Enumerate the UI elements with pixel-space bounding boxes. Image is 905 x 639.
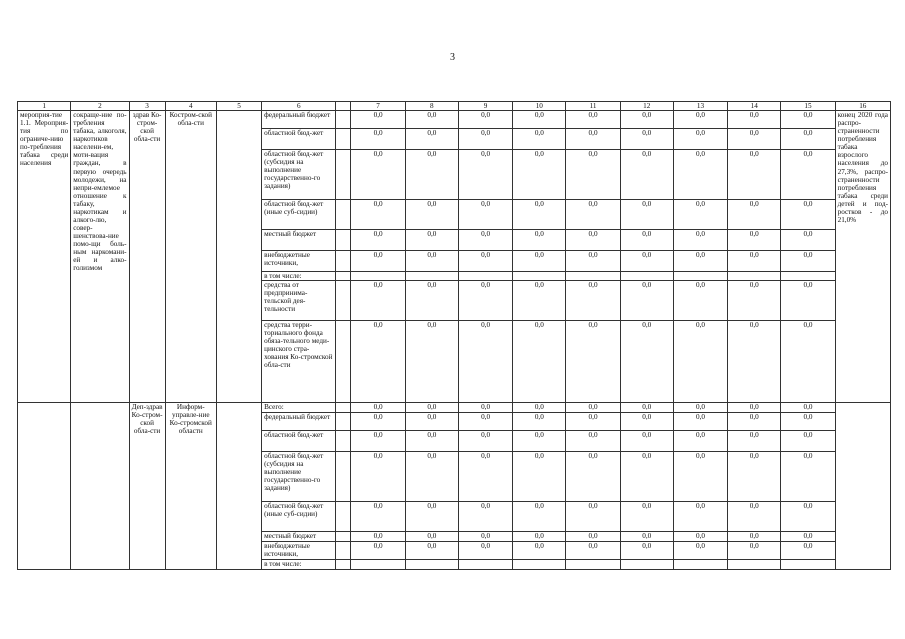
executor-cell: Деп-здрав Ко-стром-ской обла-сти [129,403,165,570]
value-cell: 0,0 [728,150,781,200]
header-cell: 10 [513,102,566,111]
funding-source-label: федеральный бюджет [262,111,336,129]
value-cell [458,560,512,570]
value-cell [620,560,673,570]
value-cell [458,272,512,281]
value-cell [566,560,620,570]
header-cell: 14 [728,102,781,111]
value-cell: 0,0 [728,431,781,452]
value-cell: 0,0 [513,542,566,560]
value-cell: 0,0 [728,413,781,431]
value-cell: 0,0 [566,321,620,403]
value-cell: 0,0 [728,281,781,321]
value-cell: 0,0 [513,281,566,321]
value-cell: 0,0 [728,200,781,230]
spacer-cell [336,321,351,403]
header-cell: 6 [262,102,336,111]
value-cell: 0,0 [781,111,835,129]
value-cell: 0,0 [566,413,620,431]
result-cell-empty [835,403,890,570]
value-cell: 0,0 [458,200,512,230]
value-cell: 0,0 [566,542,620,560]
value-cell: 0,0 [673,413,727,431]
value-cell: 0,0 [728,230,781,251]
funding-source-label: областной бюд-жет (иные суб-сидии) [262,200,336,230]
value-cell: 0,0 [620,413,673,431]
value-cell: 0,0 [781,129,835,150]
header-cell: 15 [781,102,835,111]
value-cell: 0,0 [673,542,727,560]
value-cell: 0,0 [458,150,512,200]
value-cell: 0,0 [673,129,727,150]
value-cell: 0,0 [458,532,512,542]
spacer-cell [336,129,351,150]
value-cell: 0,0 [566,452,620,502]
table-row [18,403,891,413]
value-cell: 0,0 [458,111,512,129]
header-cell: 13 [673,102,727,111]
value-cell: 0,0 [728,321,781,403]
value-cell: 0,0 [351,431,405,452]
value-cell: 0,0 [351,150,405,200]
value-cell: 0,0 [405,150,458,200]
funding-source-label: в том числе: [262,560,336,570]
value-cell: 0,0 [513,502,566,532]
value-cell: 0,0 [566,111,620,129]
value-cell: 0,0 [728,542,781,560]
spacer-cell [336,200,351,230]
spacer-cell [336,111,351,129]
funding-source-label: внебюджетные источники, [262,542,336,560]
value-cell [405,560,458,570]
value-cell: 0,0 [673,200,727,230]
value-cell: 0,0 [458,281,512,321]
value-cell: 0,0 [728,111,781,129]
spacer-cell [336,150,351,200]
value-cell: 0,0 [458,321,512,403]
measure-name-cell: мероприя-тие 1.1. Мероприя-тия по ограниче-нию по-требления табака среди населения [18,111,71,403]
co-executor-cell: Информ-управле-ние Ко-стромской областн [165,403,216,570]
value-cell: 0,0 [513,321,566,403]
value-cell: 0,0 [351,230,405,251]
funding-source-label: областной бюд-жет [262,431,336,452]
value-cell: 0,0 [620,129,673,150]
value-cell: 0,0 [405,532,458,542]
funding-source-label: федеральный бюджет [262,413,336,431]
spacer-cell [336,413,351,431]
value-cell [405,272,458,281]
measure-goal-cell: сокраще-ние по-требления табака, алкоголя, наркотиков населени-ем, моти-вация граждан, в первую очередь молодежи, на непри-емлемое отношение к табаку, наркотикам и алкого-лю, совер-шенствова-ние помо-щи боль-ным наркомани-ей и алко-голизмом [71,111,129,403]
value-cell: 0,0 [673,452,727,502]
value-cell: 0,0 [728,502,781,532]
value-cell: 0,0 [566,281,620,321]
value-cell: 0,0 [513,251,566,272]
value-cell: 0,0 [781,200,835,230]
value-cell: 0,0 [673,150,727,200]
value-cell: 0,0 [351,502,405,532]
spacer-cell [336,452,351,502]
value-cell: 0,0 [781,321,835,403]
value-cell: 0,0 [458,251,512,272]
funding-source-label: средства от предпринима-тельской дея-тельности [262,281,336,321]
value-cell: 0,0 [673,251,727,272]
value-cell: 0,0 [781,532,835,542]
value-cell: 0,0 [728,532,781,542]
header-cell: 1 [18,102,71,111]
spacer-cell [336,403,351,413]
spacer-cell [336,502,351,532]
spacer-cell [336,532,351,542]
col5-cell [216,111,261,403]
value-cell [728,560,781,570]
value-cell: 0,0 [673,532,727,542]
value-cell: 0,0 [513,200,566,230]
value-cell: 0,0 [728,129,781,150]
funding-source-label: местный бюджет [262,230,336,251]
value-cell: 0,0 [620,542,673,560]
value-cell: 0,0 [458,129,512,150]
value-cell: 0,0 [458,230,512,251]
header-cell: 5 [216,102,261,111]
value-cell: 0,0 [781,431,835,452]
value-cell [566,272,620,281]
value-cell: 0,0 [781,251,835,272]
value-cell: 0,0 [405,413,458,431]
result-cell: конец 2020 года распро-страненности потребления табака взрослого населения до 27,3%, распро-страненности потребления табака среди детей и под-ростков - до 21,0% [835,111,890,403]
value-cell: 0,0 [405,251,458,272]
value-cell: 0,0 [351,452,405,502]
value-cell: 0,0 [458,413,512,431]
value-cell: 0,0 [566,129,620,150]
value-cell [781,272,835,281]
header-cell: 11 [566,102,620,111]
value-cell: 0,0 [620,431,673,452]
value-cell: 0,0 [728,403,781,413]
value-cell: 0,0 [405,321,458,403]
value-cell: 0,0 [405,111,458,129]
spacer-cell [336,542,351,560]
value-cell [351,560,405,570]
value-cell [351,272,405,281]
value-cell: 0,0 [781,502,835,532]
value-cell: 0,0 [620,150,673,200]
value-cell: 0,0 [673,281,727,321]
value-cell: 0,0 [351,403,405,413]
value-cell: 0,0 [673,431,727,452]
value-cell [513,560,566,570]
value-cell: 0,0 [513,230,566,251]
col5-cell [216,403,261,570]
value-cell: 0,0 [405,200,458,230]
funding-source-label: Всего: [262,403,336,413]
value-cell: 0,0 [513,532,566,542]
value-cell: 0,0 [673,230,727,251]
value-cell: 0,0 [351,251,405,272]
value-cell: 0,0 [620,532,673,542]
value-cell [673,560,727,570]
value-cell: 0,0 [566,251,620,272]
value-cell: 0,0 [513,413,566,431]
header-cell: 8 [405,102,458,111]
value-cell: 0,0 [566,431,620,452]
value-cell: 0,0 [566,150,620,200]
value-cell: 0,0 [781,413,835,431]
value-cell: 0,0 [620,403,673,413]
value-cell: 0,0 [513,403,566,413]
value-cell: 0,0 [513,452,566,502]
value-cell: 0,0 [405,542,458,560]
value-cell: 0,0 [781,403,835,413]
value-cell: 0,0 [351,532,405,542]
header-cell: 3 [129,102,165,111]
header-cell [336,102,351,111]
spacer-cell [336,230,351,251]
header-cell: 12 [620,102,673,111]
value-cell: 0,0 [620,321,673,403]
value-cell: 0,0 [458,542,512,560]
value-cell: 0,0 [620,452,673,502]
value-cell: 0,0 [781,542,835,560]
value-cell: 0,0 [620,281,673,321]
value-cell [620,272,673,281]
value-cell: 0,0 [351,413,405,431]
value-cell [513,272,566,281]
value-cell: 0,0 [781,452,835,502]
value-cell: 0,0 [566,502,620,532]
value-cell: 0,0 [351,200,405,230]
funding-source-label: местный бюджет [262,532,336,542]
measure-name-cell [18,403,71,570]
value-cell: 0,0 [458,452,512,502]
value-cell: 0,0 [351,129,405,150]
value-cell: 0,0 [405,281,458,321]
header-cell: 16 [835,102,890,111]
value-cell: 0,0 [566,200,620,230]
value-cell: 0,0 [673,111,727,129]
value-cell: 0,0 [405,502,458,532]
value-cell: 0,0 [405,452,458,502]
value-cell: 0,0 [620,230,673,251]
value-cell: 0,0 [405,230,458,251]
value-cell: 0,0 [351,542,405,560]
measure-goal-cell [71,403,129,570]
value-cell: 0,0 [620,251,673,272]
value-cell: 0,0 [620,111,673,129]
value-cell: 0,0 [351,281,405,321]
spacer-cell [336,281,351,321]
header-cell: 9 [458,102,512,111]
spacer-cell [336,431,351,452]
funding-source-label: областной бюд-жет (субсидия на выполнение государственно-го задания) [262,150,336,200]
value-cell: 0,0 [351,111,405,129]
value-cell: 0,0 [405,403,458,413]
spacer-cell [336,272,351,281]
value-cell: 0,0 [673,403,727,413]
value-cell: 0,0 [673,321,727,403]
value-cell: 0,0 [513,129,566,150]
funding-source-label: в том числе: [262,272,336,281]
funding-source-label: областной бюд-жет [262,129,336,150]
value-cell: 0,0 [673,502,727,532]
spacer-cell [336,560,351,570]
value-cell: 0,0 [781,230,835,251]
funding-source-label: областной бюд-жет (субсидия на выполнение государственно-го задания) [262,452,336,502]
value-cell: 0,0 [728,251,781,272]
funding-source-label: областной бюд-жет (иные суб-сидии) [262,502,336,532]
header-cell: 7 [351,102,405,111]
header-row [18,102,891,111]
value-cell: 0,0 [405,431,458,452]
co-executor-cell: Костром-ской обла-сти [165,111,216,403]
executor-cell: здрав Ко-стром-ской обла-сти [129,111,165,403]
value-cell: 0,0 [405,129,458,150]
value-cell [781,560,835,570]
value-cell: 0,0 [781,281,835,321]
value-cell: 0,0 [620,200,673,230]
spacer-cell [336,251,351,272]
page-number: 3 [450,52,455,63]
value-cell: 0,0 [728,452,781,502]
value-cell: 0,0 [566,532,620,542]
value-cell [728,272,781,281]
budget-table [17,101,891,570]
value-cell: 0,0 [566,403,620,413]
value-cell: 0,0 [458,403,512,413]
header-cell: 4 [165,102,216,111]
value-cell: 0,0 [513,431,566,452]
value-cell: 0,0 [513,150,566,200]
value-cell [673,272,727,281]
value-cell: 0,0 [620,502,673,532]
value-cell: 0,0 [351,321,405,403]
value-cell: 0,0 [566,230,620,251]
funding-source-label: внебюджетные источники, [262,251,336,272]
funding-source-label: средства терри-ториального фонда обяза-тельного меди-цинского стра-хования Ко-стромской обла-сти [262,321,336,403]
header-cell: 2 [71,102,129,111]
value-cell: 0,0 [513,111,566,129]
value-cell: 0,0 [781,150,835,200]
table-row [18,111,891,129]
value-cell: 0,0 [458,502,512,532]
value-cell: 0,0 [458,431,512,452]
